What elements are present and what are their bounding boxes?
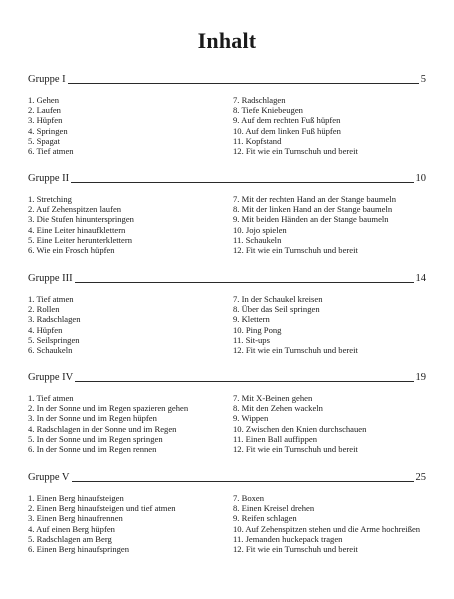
exercise-item: 6. Wie ein Frosch hüpfen [28,245,115,256]
toc-group [28,73,426,156]
page-title: Inhalt [197,28,257,53]
exercise-item: 2. Einen Berg hinaufsteigen und tief atmen [28,503,176,514]
group-name: Gruppe IV [28,372,74,383]
toc-group [28,272,426,355]
exercise-item: 8. Tiefe Kniebeugen [233,105,303,116]
exercise-item: 2. Laufen [28,105,61,116]
exercise-item: 10. Ping Pong [233,324,282,335]
exercise-item: 4. Radschlagen in der Sonne und im Regen [28,423,177,434]
exercise-item: 4. Hüpfen [28,324,63,335]
exercise-item: 1. Stretching [28,194,72,204]
exercise-item: 4. Eine Leiter hinaufklettern [28,224,126,235]
group-heading[interactable] [28,172,426,185]
exercise-item: 7. Mit X-Beinen gehen [233,393,313,403]
exercise-column-right [233,493,426,554]
exercise-item: 1. Tief atmen [28,294,74,304]
toc-group [28,471,426,554]
toc-group [28,371,426,454]
exercise-item: 4. Auf einen Berg hüpfen [28,523,115,534]
exercise-column-right [233,294,426,355]
exercise-item: 11. Jemanden huckepack tragen [233,533,343,544]
group-name: Gruppe II [28,173,70,184]
exercise-item: 7. In der Schaukel kreisen [233,294,323,304]
exercise-item: 3. Einen Berg hinaufrennen [28,513,123,524]
exercise-item: 8. Mit den Zehen wackeln [233,403,323,414]
group-page-number: 14 [415,273,426,284]
exercise-item: 6. In der Sonne und im Regen rennen [28,444,157,455]
exercise-item: 12. Fit wie ein Turnschuh und bereit [233,544,358,555]
exercise-column-right [233,393,426,454]
exercise-item: 2. In der Sonne und im Regen spazieren gehen [28,403,189,414]
group-page-number: 25 [415,472,426,483]
exercise-item: 5. Seilspringen [28,334,80,345]
exercise-item: 1. Einen Berg hinaufsteigen [28,493,124,503]
exercise-item: 9. Auf dem rechten Fuß hüpfen [233,115,341,126]
exercise-columns [28,95,426,156]
exercise-item: 12. Fit wie ein Turnschuh und bereit [233,245,358,256]
exercise-item: 12. Fit wie ein Turnschuh und bereit [233,345,358,356]
exercise-item: 8. Über das Seil springen [233,304,320,315]
exercise-columns [28,294,426,355]
exercise-columns [28,194,426,255]
exercise-item: 5. Spagat [28,135,60,146]
toc-group [28,172,426,255]
exercise-item: 9. Klettern [233,314,270,325]
exercise-item: 8. Einen Kreisel drehen [233,503,315,514]
group-page-number: 19 [415,372,426,383]
exercise-item: 5. In der Sonne und im Regen springen [28,433,163,444]
exercise-item: 2. Rollen [28,304,60,315]
exercise-item: 10. Auf dem linken Fuß hüpfen [233,125,341,136]
exercise-item: 4. Springen [28,125,68,136]
group-heading[interactable] [28,272,426,285]
exercise-item: 3. Die Stufen hinunterspringen [28,214,134,225]
exercise-item: 6. Tief atmen [28,146,74,157]
exercise-item: 6. Einen Berg hinaufspringen [28,544,130,555]
exercise-item: 11. Einen Ball auffippen [233,433,318,444]
group-name: Gruppe III [28,273,73,284]
exercise-item: 9. Mit beiden Händen an der Stange baumeln [233,214,389,225]
exercise-item: 9. Wippen [233,413,269,424]
exercise-item: 8. Mit der linken Hand an der Stange baumeln [233,204,393,215]
exercise-item: 12. Fit wie ein Turnschuh und bereit [233,444,358,455]
exercise-item: 7. Boxen [233,493,265,503]
exercise-item: 5. Radschlagen am Berg [28,533,112,544]
group-page-number: 5 [420,74,426,85]
exercise-column-left [28,194,233,255]
exercise-item: 3. Radschlagen [28,314,81,325]
exercise-item: 11. Kopfstand [233,135,282,146]
exercise-item: 5. Eine Leiter herunterklettern [28,234,133,245]
exercise-item: 3. In der Sonne und im Regen hüpfen [28,413,157,424]
group-heading[interactable] [28,371,426,384]
exercise-item: 7. Mit der rechten Hand an der Stange baumeln [233,194,396,204]
leader-line [75,381,413,382]
exercise-column-right [233,95,426,156]
exercise-item: 10. Jojo spielen [233,224,287,235]
exercise-item: 1. Gehen [28,95,60,105]
group-name: Gruppe I [28,74,66,85]
exercise-column-left [28,294,233,355]
exercise-item: 12. Fit wie ein Turnschuh und bereit [233,146,358,157]
exercise-item: 1. Tief atmen [28,393,74,403]
exercise-item: 7. Radschlagen [233,95,286,105]
leader-line [75,282,414,283]
exercise-item: 6. Schaukeln [28,345,73,356]
exercise-item: 9. Reifen schlagen [233,513,297,524]
exercise-columns [28,493,426,554]
exercise-column-left [28,493,233,554]
exercise-item: 2. Auf Zehenspitzen laufen [28,204,122,215]
exercise-item: 3. Hüpfen [28,115,63,126]
group-name: Gruppe V [28,472,70,483]
group-heading[interactable] [28,471,426,484]
leader-line [71,182,413,183]
exercise-column-left [28,393,233,454]
exercise-item: 11. Schaukeln [233,234,282,245]
exercise-item: 11. Sit-ups [233,334,270,345]
leader-line [68,83,419,84]
group-page-number: 10 [415,173,426,184]
group-heading[interactable] [28,73,426,86]
exercise-item: 10. Auf Zehenspitzen stehen und die Arme hochreißen [233,523,421,534]
exercise-column-right [233,194,426,255]
exercise-column-left [28,95,233,156]
leader-line [72,481,414,482]
exercise-columns [28,393,426,454]
exercise-item: 10. Zwischen den Knien durchschauen [233,423,367,434]
